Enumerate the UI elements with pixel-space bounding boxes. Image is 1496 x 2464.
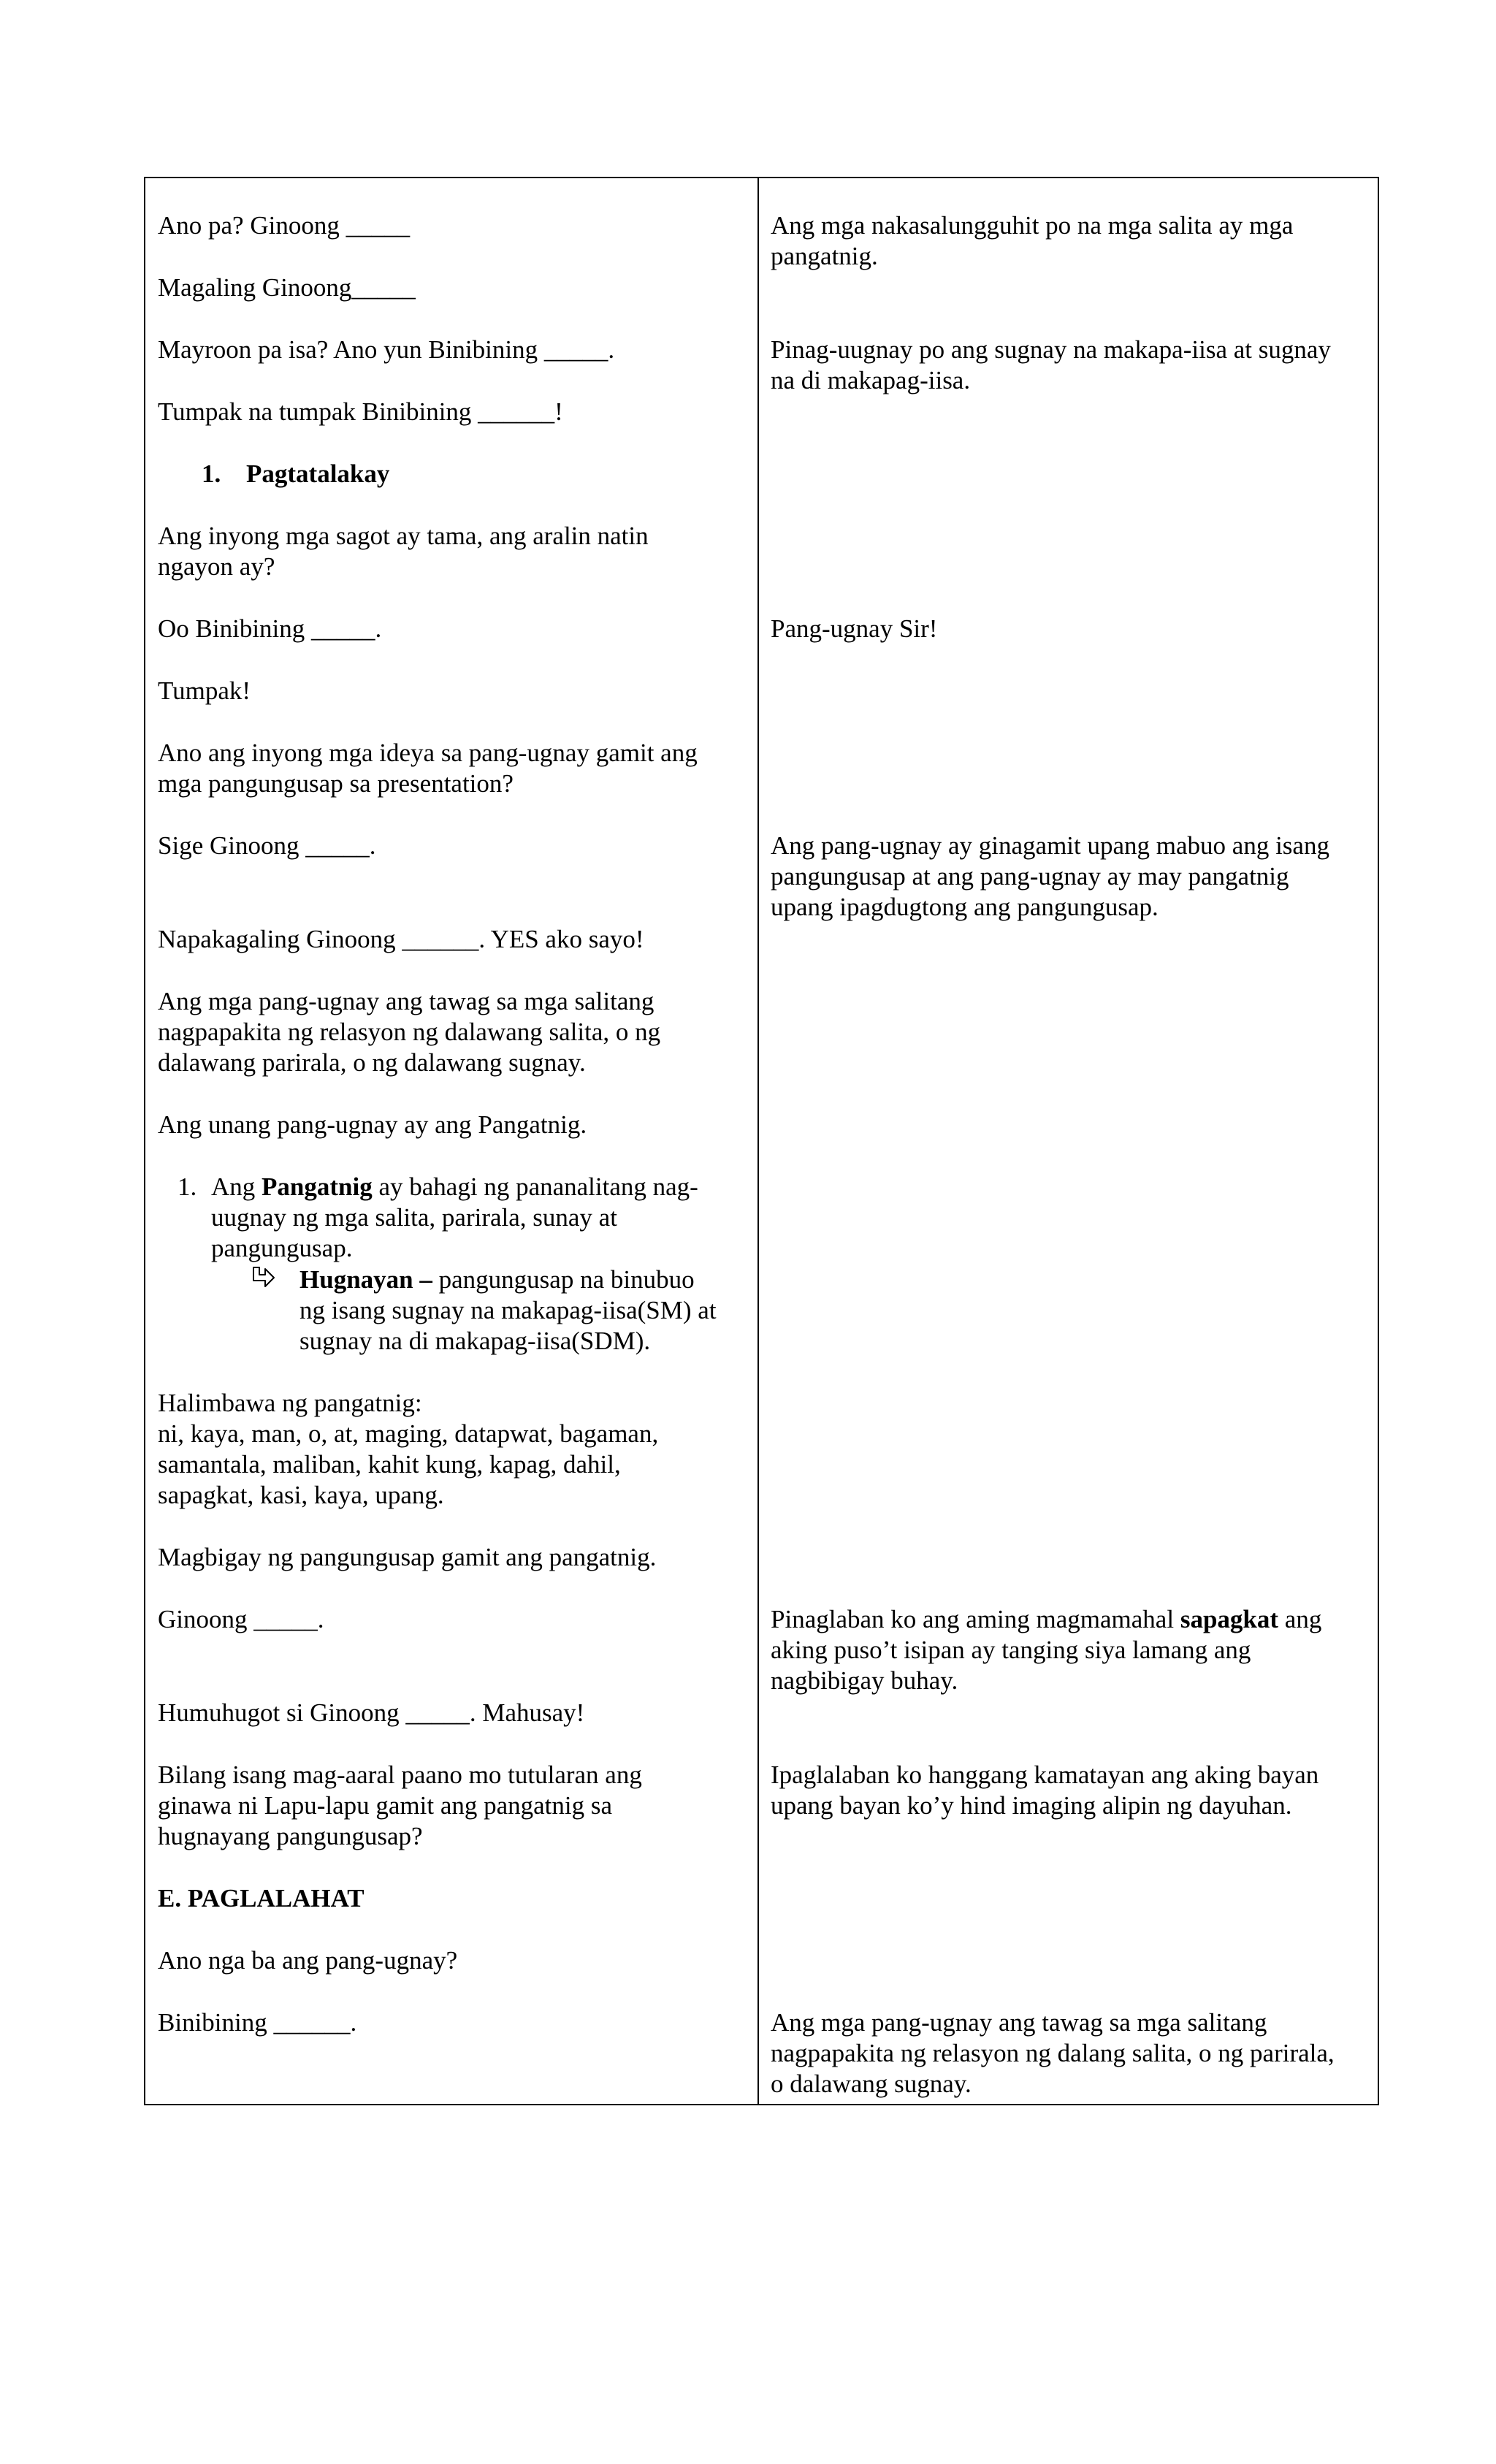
term-bold: sapagkat (1180, 1605, 1279, 1633)
list-item-line (211, 1172, 698, 1202)
hollow-arrow-icon (251, 1265, 277, 1291)
teacher-line: ginawa ni Lapu-lapu gamit ang pangatnig sa (158, 1791, 613, 1820)
teacher-line: Ang unang pang-ugnay ay ang Pangatnig. (158, 1110, 587, 1139)
teacher-line: Ang inyong mga sagot ay tama, ang aralin natin (158, 522, 649, 550)
teacher-line: Humuhugot si Ginoong _____. Mahusay! (158, 1698, 585, 1727)
teacher-line: Ano pa? Ginoong _____ (158, 211, 411, 240)
student-line: o dalawang sugnay. (771, 2070, 972, 2098)
list-item-line: pangungusap. (211, 1234, 353, 1262)
student-text: ang (1278, 1605, 1322, 1633)
column-divider (757, 178, 759, 2104)
student-line: pangungusap at ang pang-ugnay ay may pangatnig (771, 862, 1289, 890)
teacher-line: Bilang isang mag-aaral paano mo tutularan ang (158, 1761, 642, 1789)
teacher-line: Binibining ______. (158, 2008, 357, 2037)
section-heading: E. PAGLALAHAT (158, 1884, 365, 1912)
student-line: aking puso’t isipan ay tanging siya lamang ang (771, 1636, 1251, 1664)
term-bold: Hugnayan – (299, 1265, 432, 1294)
student-line: Ang mga pang-ugnay ang tawag sa mga salitang (771, 2008, 1267, 2037)
student-line: Ang pang-ugnay ay ginagamit upang mabuo ang isang (771, 831, 1329, 860)
sub-item-line: sugnay na di makapag-iisa(SDM). (299, 1327, 651, 1355)
sub-item-text: pangungusap na binubuo (432, 1265, 695, 1294)
teacher-line: Sige Ginoong _____. (158, 831, 376, 860)
teacher-line: samantala, maliban, kahit kung, kapag, dahil, (158, 1450, 621, 1479)
teacher-line: ni, kaya, man, o, at, maging, datapwat, bagaman, (158, 1419, 659, 1448)
student-line: Ang mga nakasalungguhit po na mga salita ay mga (771, 211, 1294, 240)
term-bold: Pangatnig (262, 1172, 373, 1201)
section-number: 1. (202, 459, 221, 488)
teacher-line: ngayon ay? (158, 552, 275, 581)
list-number: 1. (178, 1172, 197, 1201)
student-line: Pang-ugnay Sir! (771, 614, 938, 643)
student-text: Pinaglaban ko ang aming magmamahal (771, 1605, 1180, 1633)
list-item-text: Ang (211, 1172, 262, 1201)
list-item-line: uugnay ng mga salita, parirala, sunay at (211, 1203, 617, 1232)
teacher-line: Oo Binibining _____. (158, 614, 382, 643)
teacher-line: mga pangungusap sa presentation? (158, 769, 514, 798)
section-heading: Pagtatalakay (246, 459, 390, 488)
student-line: pangatnig. (771, 242, 878, 270)
teacher-line: Magaling Ginoong_____ (158, 273, 416, 302)
student-line (771, 1604, 1321, 1635)
teacher-line: sapagkat, kasi, kaya, upang. (158, 1481, 444, 1509)
teacher-line: Ano nga ba ang pang-ugnay? (158, 1946, 458, 1975)
student-line: nagpapakita ng relasyon ng dalang salita, o ng parirala, (771, 2039, 1335, 2067)
sub-item-line: ng isang sugnay na makapag-iisa(SM) at (299, 1296, 717, 1324)
student-line: na di makapag-iisa. (771, 366, 971, 394)
teacher-line: Halimbawa ng pangatnig: (158, 1389, 422, 1417)
teacher-line: Ano ang inyong mga ideya sa pang-ugnay gamit ang (158, 739, 698, 767)
student-line: Pinag-uugnay po ang sugnay na makapa-iisa at sugnay (771, 335, 1331, 364)
teacher-line: Magbigay ng pangungusap gamit ang pangatnig. (158, 1543, 657, 1571)
teacher-line: Mayroon pa isa? Ano yun Binibining _____. (158, 335, 615, 364)
teacher-line: Tumpak na tumpak Binibining ______! (158, 397, 563, 426)
student-line: nagbibigay buhay. (771, 1666, 958, 1695)
student-line: upang bayan ko’y hind imaging alipin ng dayuhan. (771, 1791, 1292, 1820)
student-line: Ipaglalaban ko hanggang kamatayan ang aking bayan (771, 1761, 1319, 1789)
teacher-line: Ginoong _____. (158, 1605, 324, 1633)
teacher-line: Ang mga pang-ugnay ang tawag sa mga salitang (158, 987, 654, 1015)
teacher-line: hugnayang pangungusap? (158, 1822, 423, 1850)
teacher-line: nagpapakita ng relasyon ng dalawang salita, o ng (158, 1018, 661, 1046)
teacher-line: Tumpak! (158, 676, 251, 705)
list-item-text: ay bahagi ng pananalitang nag- (372, 1172, 698, 1201)
teacher-line: Napakagaling Ginoong ______. YES ako sayo! (158, 925, 644, 953)
teacher-line: dalawang parirala, o ng dalawang sugnay. (158, 1048, 586, 1077)
student-line: upang ipagdugtong ang pangungusap. (771, 893, 1159, 921)
sub-item-line (299, 1265, 695, 1295)
